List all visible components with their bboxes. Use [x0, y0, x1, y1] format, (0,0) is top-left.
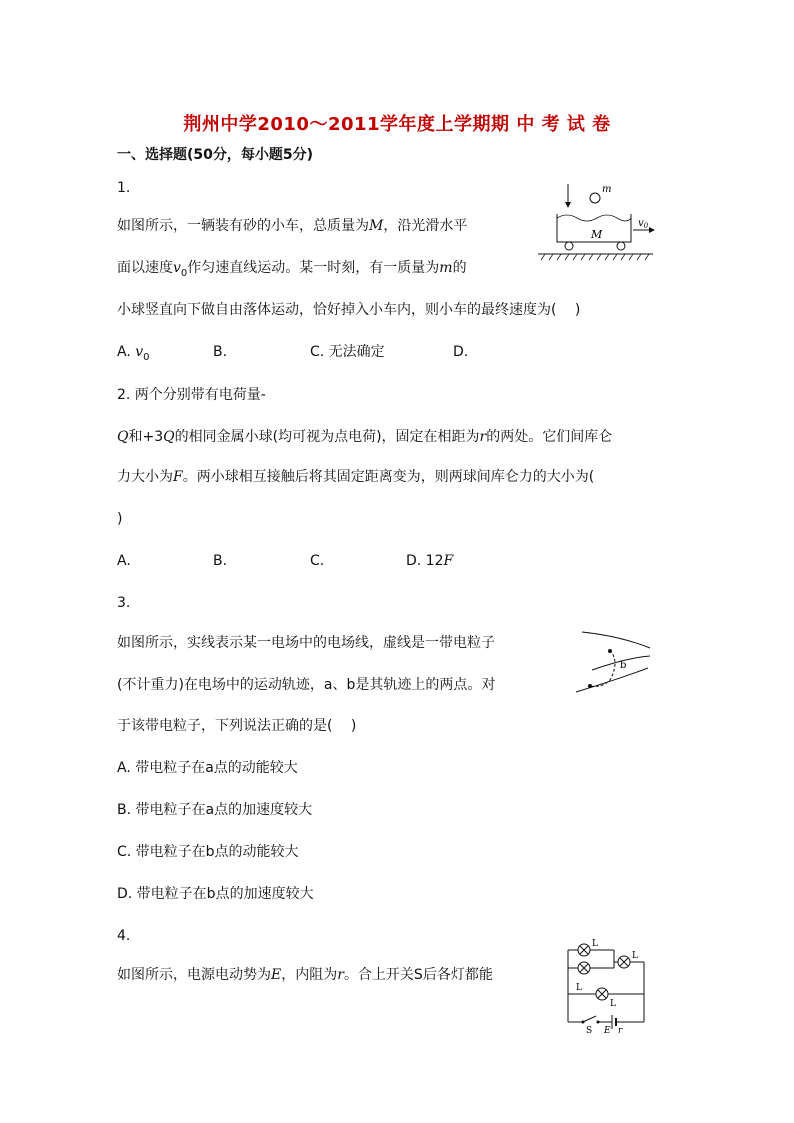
- q3-number: 3.: [117, 595, 131, 611]
- q2-option-a: A.: [117, 553, 131, 569]
- q3-option-b: B. 带电粒子在a点的加速度较大: [117, 802, 313, 818]
- q3-line3: 于该带电粒子，下列说法正确的是( ): [117, 718, 357, 734]
- q3-option-a: A. 带电粒子在a点的动能较大: [117, 760, 298, 776]
- q2-line2: Q和+3Q的相同金属小球(均可视为点电荷)，固定在相距为r的两处。它们间库仑: [117, 429, 613, 445]
- q3-option-c: C. 带电粒子在b点的动能较大: [117, 844, 299, 860]
- q1-number: 1.: [117, 180, 131, 196]
- svg-text:M: M: [591, 228, 603, 241]
- q1-option-d: D.: [453, 344, 469, 360]
- q2-line1: 2. 两个分别带有电荷量-: [117, 387, 266, 403]
- svg-text:L: L: [576, 983, 582, 993]
- svg-text:r: r: [618, 1026, 623, 1034]
- q3-option-d: D. 带电粒子在b点的加速度较大: [117, 886, 314, 902]
- q2-option-b: B.: [213, 553, 228, 569]
- svg-text:m: m: [602, 184, 612, 195]
- svg-text:E: E: [604, 1026, 611, 1034]
- q1-line3: 小球竖直向下做自由落体运动，恰好掉入小车内，则小车的最终速度为( ): [117, 302, 581, 318]
- svg-text:L: L: [632, 951, 638, 961]
- q1-option-a: A. $v_0$: [117, 344, 150, 363]
- svg-text:v0: $v_0$: [638, 218, 649, 230]
- exam-title: 荆州中学2010～2011学年度上学期期 中 考 试 卷: [183, 114, 611, 135]
- svg-text:L: L: [592, 939, 598, 949]
- q2-option-d: D. 12F: [406, 553, 454, 569]
- svg-text:L: L: [610, 999, 616, 1009]
- q3-line2: (不计重力)在电场中的运动轨迹，a、b是其轨迹上的两点。对: [117, 677, 496, 693]
- q2-line3: 力大小为F。两小球相互接触后将其固定距离变为，则两球间库仑力的大小为(: [117, 469, 595, 485]
- q4-line1: 如图所示，电源电动势为E，内阻为r。合上开关S后各灯都能: [117, 967, 493, 983]
- q4-circuit-figure: [560, 936, 660, 1034]
- q3-line1: 如图所示，实线表示某一电场中的电场线，虚线是一带电粒子: [117, 635, 495, 651]
- q1-line2: 面以速度$v_0$作匀速直线运动。某一时刻，有一质量为m的: [117, 260, 467, 279]
- q2-option-c: C.: [310, 553, 325, 569]
- svg-text:b: b: [620, 660, 627, 671]
- q1-option-c: C. 无法确定: [310, 344, 385, 360]
- q2-line4: ): [117, 511, 123, 527]
- svg-text:S: S: [586, 1026, 593, 1034]
- section-heading: 一、选择题(50分，每小题5分): [117, 147, 314, 163]
- q1-line1: 如图所示，一辆装有砂的小车，总质量为M，沿光滑水平: [117, 218, 468, 234]
- q1-option-b: B.: [213, 344, 228, 360]
- q3-field-figure: [572, 626, 657, 698]
- q4-number: 4.: [117, 928, 131, 944]
- q1-cart-figure: [535, 180, 660, 262]
